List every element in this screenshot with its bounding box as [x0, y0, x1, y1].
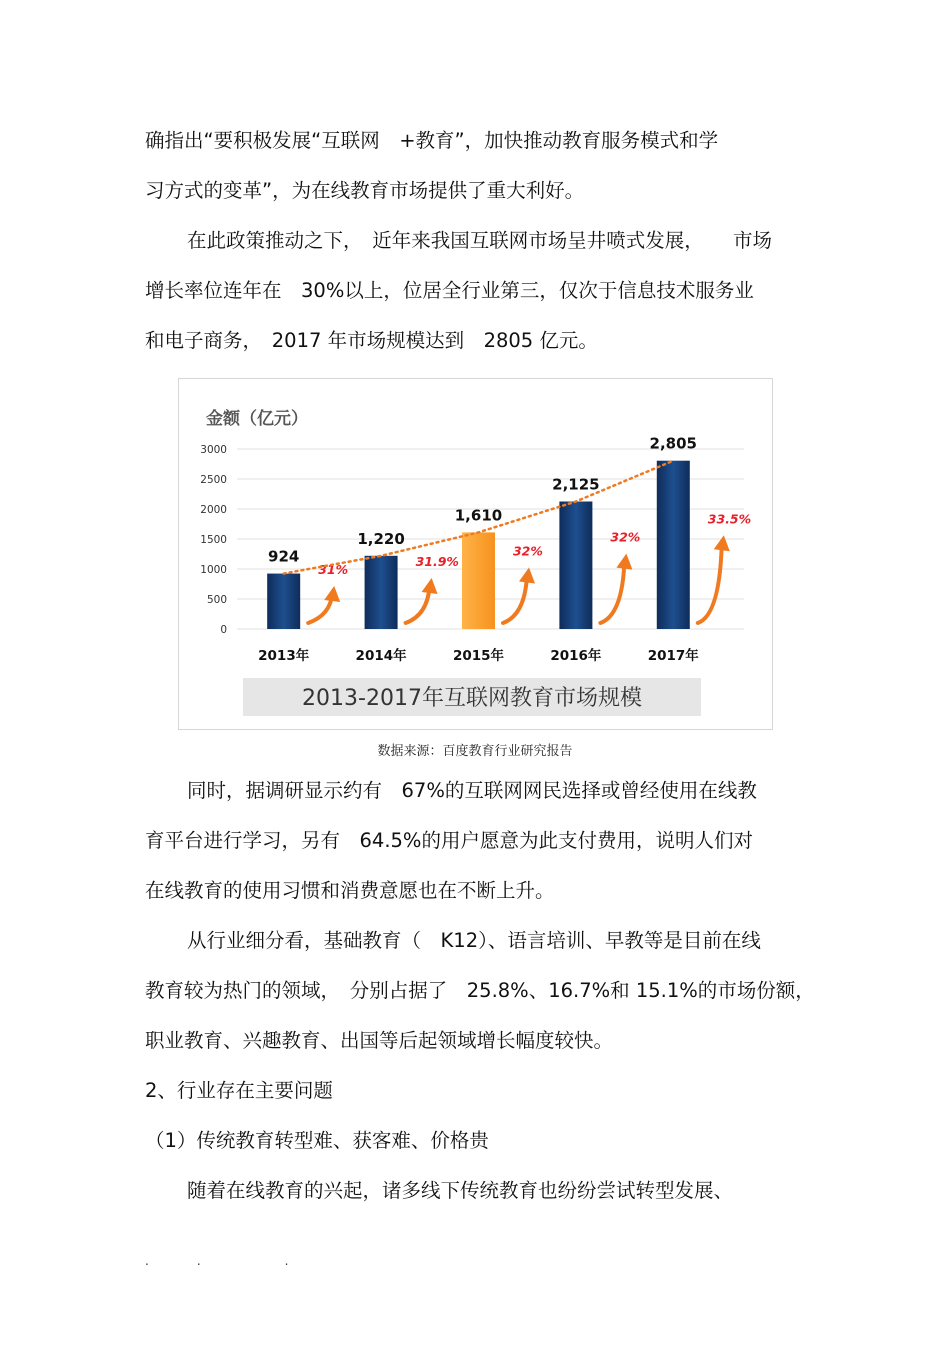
y-tick-label: 1000 [200, 564, 227, 576]
paragraph-line: 确指出“要积极发展“互联网 +教育”，加快推动教育服务模式和学 [145, 129, 719, 152]
arrow-head-icon [422, 578, 438, 594]
bar-2015年 [462, 532, 495, 629]
y-tick-label: 2000 [200, 504, 227, 516]
growth-rate-label: 33.5% [707, 511, 752, 527]
bar-2017年 [657, 461, 690, 629]
y-tick-label: 500 [206, 594, 227, 606]
growth-rate-label: 32% [610, 529, 641, 545]
bar-2014年 [365, 556, 398, 629]
bar-2013年 [267, 574, 300, 629]
x-tick-label: 2016年 [550, 648, 602, 664]
x-tick-label: 2014年 [355, 648, 407, 664]
paragraph-line: 职业教育、兴趣教育、出国等后起领域增长幅度较快。 [145, 1029, 614, 1052]
y-tick-label: 0 [220, 624, 227, 636]
x-tick-label: 2015年 [452, 648, 505, 664]
growth-rate-label: 31.9% [415, 554, 459, 570]
bar-chart [179, 379, 772, 729]
paragraph-line: 增长率位连年在 30%以上，位居全行业第三，仅次于信息技术服务业 [145, 279, 754, 302]
paragraph-line: 在此政策推动之下， 近年来我国互联网市场呈井喷式发展， 市场 [187, 229, 773, 252]
subsection-heading: （1）传统教育转型难、获客难、价格贵 [145, 1129, 489, 1152]
y-tick-label: 3000 [200, 444, 227, 456]
arrow-head-icon [616, 554, 632, 570]
paragraph-line: 从行业细分看，基础教育（ K12）、语言培训、早教等是目前在线 [187, 929, 761, 952]
y-tick-label: 2500 [200, 474, 227, 486]
growth-arrow [600, 562, 624, 623]
x-tick-label: 2017年 [647, 648, 699, 664]
paragraph-line: 随着在线教育的兴起，诸多线下传统教育也纷纷尝试转型发展、 [187, 1179, 734, 1202]
market-size-chart [178, 378, 773, 730]
section-heading: 2、行业存在主要问题 [145, 1079, 333, 1102]
bar-value-label: 1,220 [357, 529, 405, 548]
paragraph-line: 习方式的变革”，为在线教育市场提供了重大利好。 [145, 179, 585, 202]
paragraph-line: 育平台进行学习，另有 64.5%的用户愿意为此支付费用，说明人们对 [145, 829, 753, 852]
arrow-head-icon [519, 568, 535, 584]
growth-rate-label: 32% [512, 543, 543, 559]
arrow-head-icon [324, 586, 340, 602]
x-tick-label: 2013年 [258, 648, 310, 664]
paragraph-line: 同时，据调研显示约有 67%的互联网网民选择或曾经使用在线教 [187, 779, 757, 802]
bar-value-label: 1,610 [454, 506, 503, 525]
arrow-head-icon [714, 535, 730, 551]
bar-value-label: 924 [268, 547, 300, 566]
y-tick-label: 1500 [200, 534, 227, 546]
chart-caption: 数据来源：百度教育行业研究报告 [377, 744, 573, 759]
page-footer-dots: . . . [145, 1254, 289, 1268]
chart-title: 2013-2017年互联网教育市场规模 [302, 686, 642, 711]
bar-2016年 [559, 502, 592, 630]
bar-value-label: 2,805 [649, 434, 698, 453]
bar-value-label: 2,125 [552, 475, 600, 494]
paragraph-line: 和电子商务， 2017 年市场规模达到 2805 亿元。 [145, 329, 598, 352]
growth-arrow [698, 543, 722, 623]
paragraph-line: 在线教育的使用习惯和消费意愿也在不断上升。 [145, 879, 555, 902]
y-axis-label: 金额（亿元） [206, 409, 308, 429]
growth-rate-label: 31% [318, 562, 349, 578]
paragraph-line: 教育较为热门的领域， 分别占据了 25.8%、16.7%和 15.1%的市场份额， [145, 979, 815, 1002]
